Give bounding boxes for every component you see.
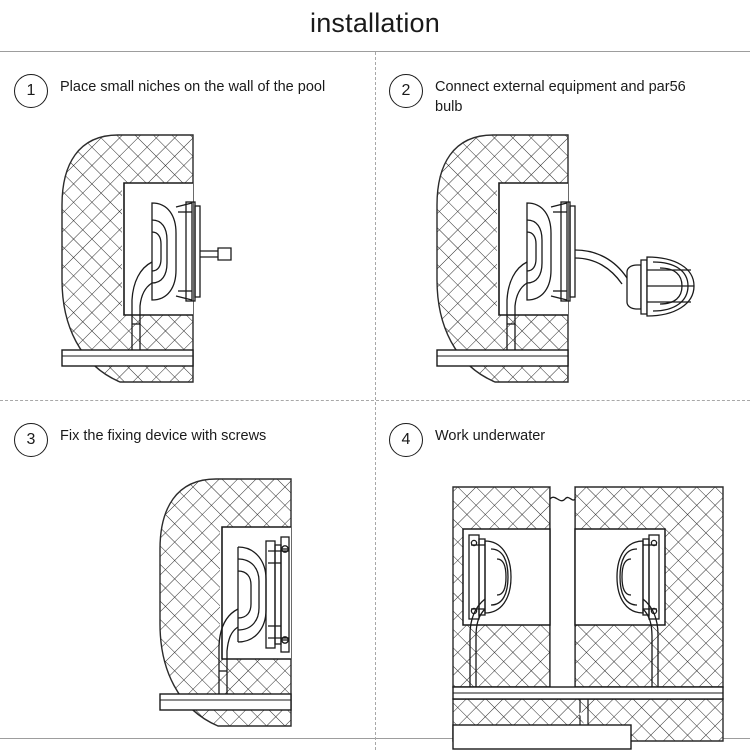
niche-with-par56-bulb-diagram xyxy=(375,110,750,401)
step-panel-2 xyxy=(375,52,750,401)
step-header-1 xyxy=(14,74,367,108)
step-panel-3 xyxy=(0,401,375,750)
niche-in-pool-wall-diagram xyxy=(0,110,375,401)
step-panel-4 xyxy=(375,401,750,750)
step-text-1: Place small niches on the wall of the pool xyxy=(60,79,326,95)
step-text-4: Work underwater xyxy=(435,428,546,444)
step-text-2: Connect external equipment and par56 bulb xyxy=(435,79,686,115)
step-header-4 xyxy=(389,423,742,457)
step-badge-3: 3 xyxy=(14,423,48,457)
step-badge-4: 4 xyxy=(389,423,423,457)
step-panel-1 xyxy=(0,52,375,401)
underwater-operation-diagram xyxy=(375,459,750,750)
fixing-device-screwed-diagram xyxy=(0,459,375,750)
step-badge-2: 2 xyxy=(389,74,423,108)
step-text-3: Fix the fixing device with screws xyxy=(60,428,267,444)
step-badge-1: 1 xyxy=(14,74,48,108)
step-header-3 xyxy=(14,423,367,457)
page-title: installation xyxy=(310,8,440,38)
